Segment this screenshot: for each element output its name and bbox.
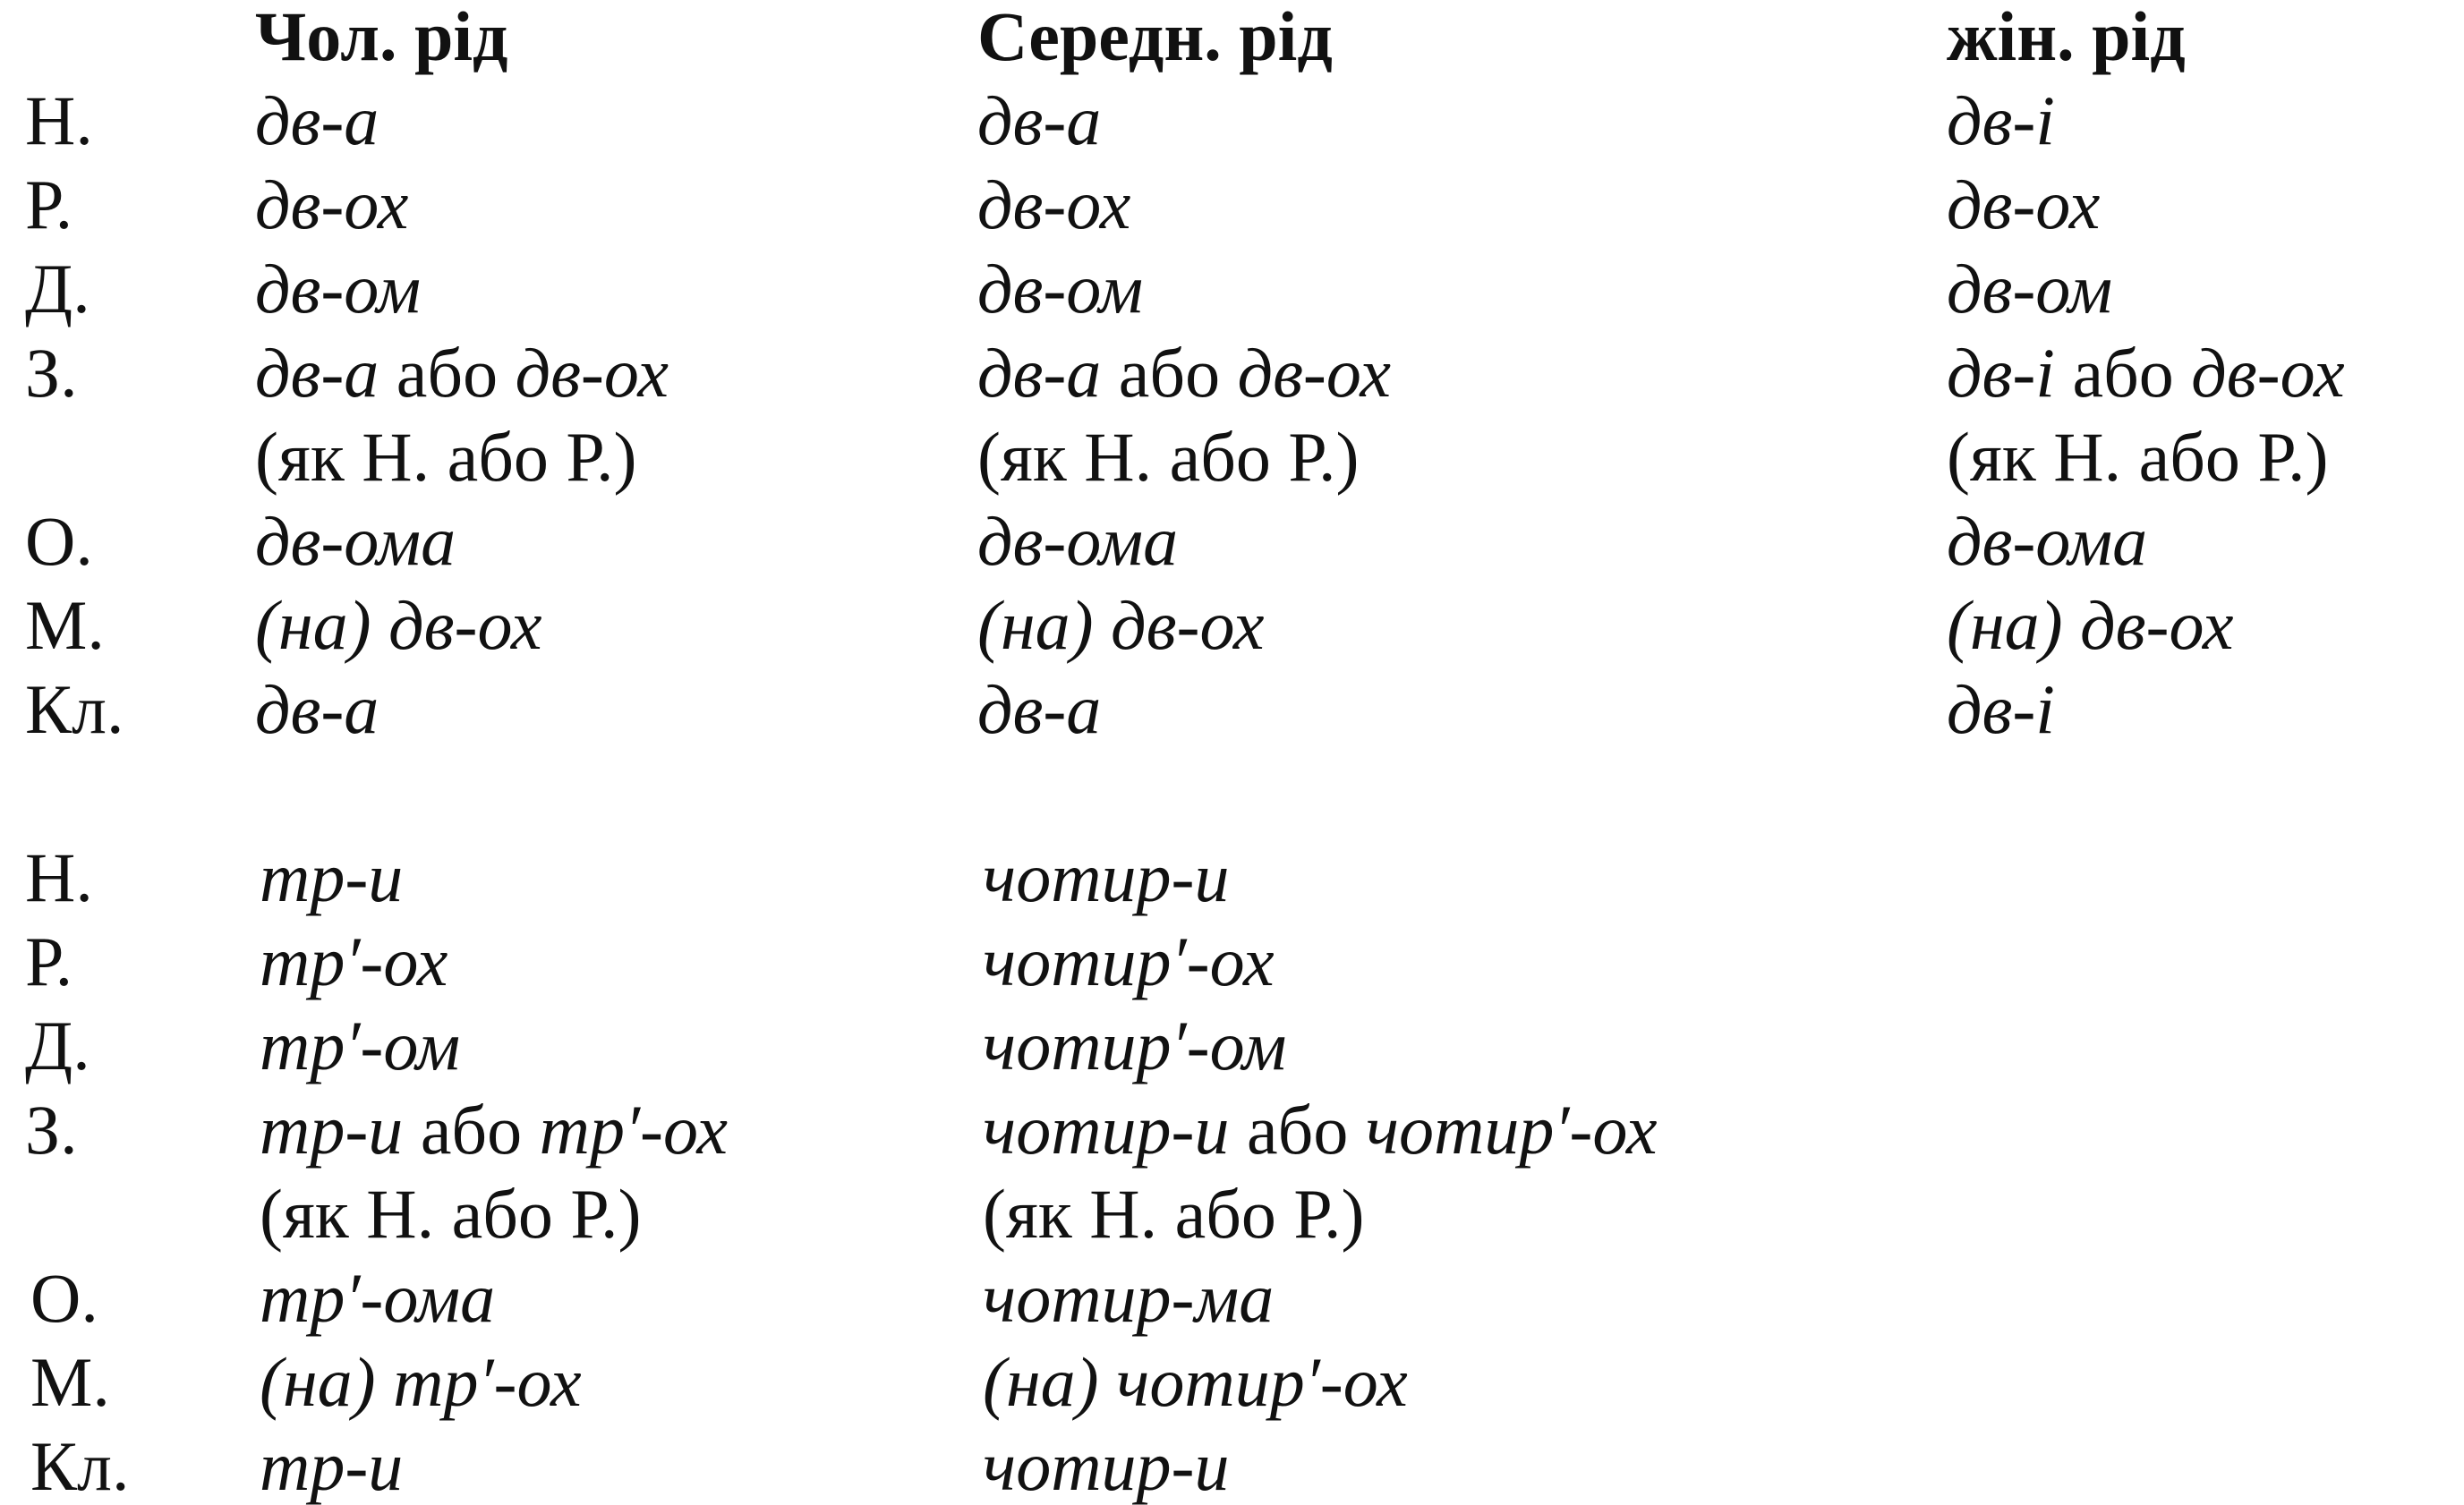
four-genitive-form: чотир′-ох [983,923,1275,1000]
form-variant: дв-ох [515,334,669,412]
form-variant: чотир-и [983,1091,1230,1169]
three-vocative-form: тр-и [260,1427,404,1505]
fem-instrumental-form: дв-ома [1947,502,2148,580]
four-accusative-form [983,1091,1658,1169]
case-label-locative: М. [25,586,105,664]
neut-dative-form: дв-ом [977,250,1144,327]
fem-accusative-note: (як Н. або Р.) [1947,418,2329,496]
case-label-dative: Д. [25,1007,90,1084]
neut-locative-form [977,586,1265,664]
case-label-locative: М. [30,1343,110,1421]
three-genitive-form: тр′-ох [260,923,448,1000]
four-locative-form [983,1343,1408,1421]
four-dative-form: чотир′-ом [983,1007,1287,1084]
case-label-nominative: Н. [25,81,93,159]
form: тр′-ох [393,1343,582,1421]
case-label-instrumental: О. [30,1259,98,1337]
conjunction-abo: або [2072,334,2174,412]
case-label-instrumental: О. [25,502,93,580]
masc-dative-form: дв-ом [255,250,422,327]
four-accusative-note: (як Н. або Р.) [983,1175,1365,1253]
neut-genitive-form: дв-ох [977,166,1131,243]
fem-accusative-form [1947,334,2345,412]
case-label-vocative: Кл. [30,1427,130,1505]
case-label-vocative: Кл. [25,670,124,748]
header-feminine: жін. рід [1947,0,2186,75]
neut-accusative-form [977,334,1391,412]
masc-locative-form [255,586,542,664]
form: дв-ох [388,586,542,664]
header-neuter: Середн. рід [977,0,1333,75]
preposition-na: (на) [255,586,371,664]
fem-dative-form: дв-ом [1947,250,2113,327]
form-variant: тр′-ох [539,1091,729,1169]
form: дв-ох [1111,586,1265,664]
form: дв-ох [2080,586,2234,664]
masc-genitive-form: дв-ох [255,166,409,243]
three-accusative-note: (як Н. або Р.) [260,1175,642,1253]
form-variant: дв-і [1947,334,2055,412]
four-nominative-form: чотир-и [983,838,1230,916]
form-variant: тр-и [260,1091,404,1169]
masc-instrumental-form: дв-ома [255,502,456,580]
form-variant: дв-ох [2191,334,2345,412]
case-label-nominative: Н. [25,838,93,916]
neut-vocative-form: дв-а [977,670,1102,748]
neut-accusative-note: (як Н. або Р.) [977,418,1360,496]
masc-vocative-form: дв-а [255,670,379,748]
neut-nominative-form: дв-а [977,81,1102,159]
neut-instrumental-form: дв-ома [977,502,1179,580]
header-masculine: Чол. рід [255,0,508,75]
four-instrumental-form: чотир-ма [983,1259,1275,1337]
fem-vocative-form: дв-і [1947,670,2055,748]
case-label-dative: Д. [25,250,90,327]
fem-nominative-form: дв-і [1947,81,2055,159]
fem-genitive-form: дв-ох [1947,166,2101,243]
masc-nominative-form: дв-а [255,81,379,159]
preposition-na: (на) [260,1343,376,1421]
masc-accusative-form [255,334,669,412]
four-vocative-form: чотир-и [983,1427,1230,1505]
masc-accusative-note: (як Н. або Р.) [255,418,637,496]
conjunction-abo: або [1118,334,1221,412]
form-variant: дв-а [977,334,1102,412]
three-accusative-form [260,1091,729,1169]
preposition-na: (на) [1947,586,2063,664]
three-instrumental-form: тр′-ома [260,1259,496,1337]
form: чотир′-ох [1116,1343,1408,1421]
form-variant: дв-а [255,334,379,412]
three-locative-form [260,1343,582,1421]
form-variant: дв-ох [1237,334,1391,412]
conjunction-abo: або [1247,1091,1349,1169]
case-label-accusative: З. [25,1091,78,1169]
preposition-na: (на) [977,586,1094,664]
preposition-na: (на) [983,1343,1099,1421]
case-label-accusative: З. [25,334,78,412]
case-label-genitive: Р. [25,923,73,1000]
three-nominative-form: тр-и [260,838,404,916]
fem-locative-form [1947,586,2234,664]
conjunction-abo: або [396,334,499,412]
three-dative-form: тр′-ом [260,1007,461,1084]
form-variant: чотир′-ох [1365,1091,1658,1169]
conjunction-abo: або [420,1091,523,1169]
case-label-genitive: Р. [25,166,73,243]
